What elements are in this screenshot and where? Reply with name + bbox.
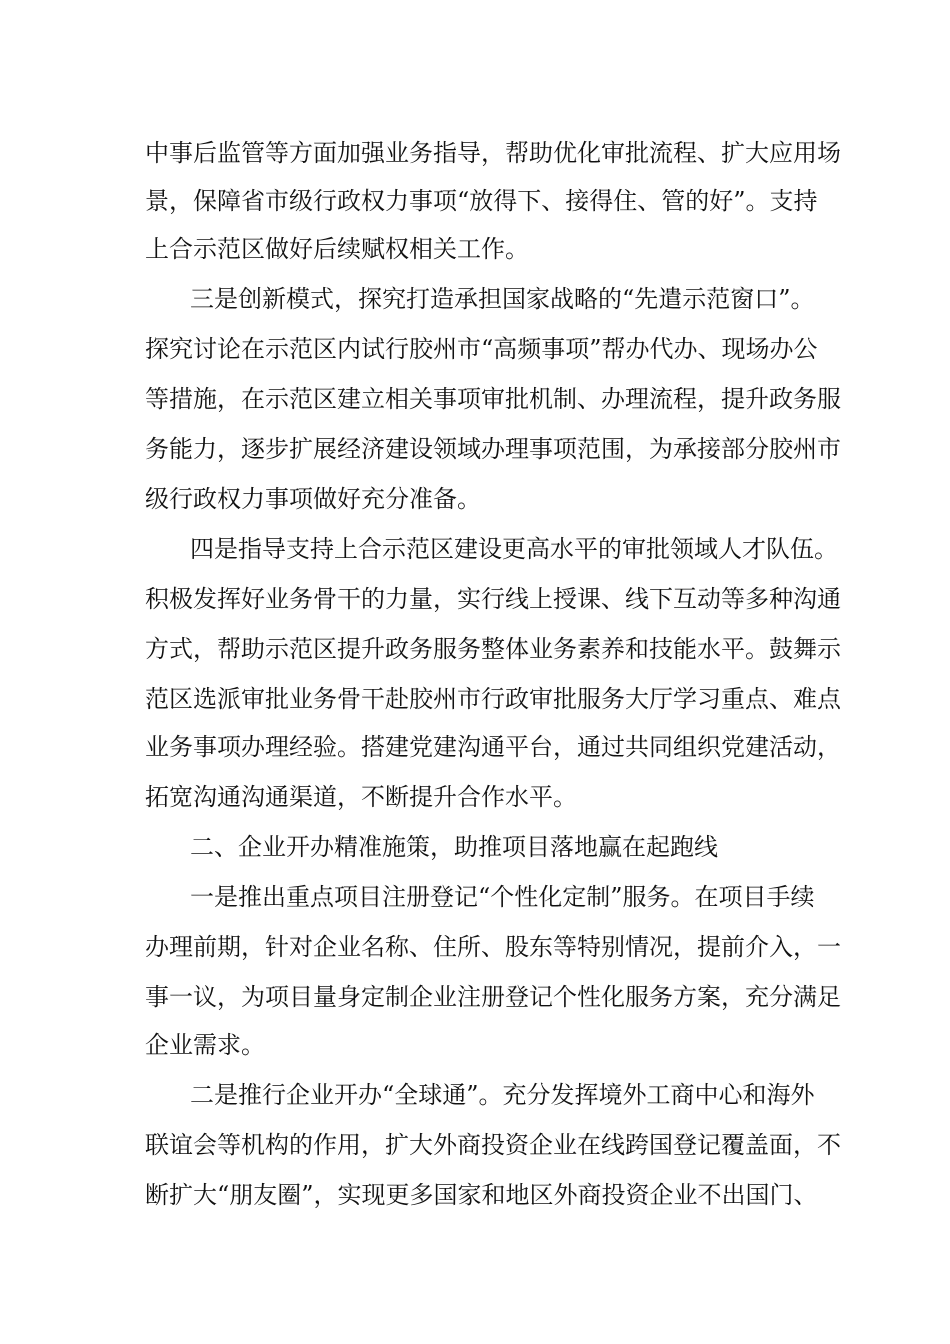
paragraph-start-line: 三是创新模式，探究打造承担国家战略的“先遣示范窗口”。 — [190, 285, 815, 313]
text-line: 拓宽沟通沟通渠道，不断提升合作水平。 — [145, 783, 577, 811]
text-line: 断扩大“朋友圈”，实现更多国家和地区外商投资企业不出国门、 — [145, 1181, 818, 1209]
text-line: 方式，帮助示范区提升政务服务整体业务素养和技能水平。鼓舞示 — [145, 635, 841, 663]
text-line: 范区选派审批业务骨干赴胶州市行政审批服务大厅学习重点、难点 — [145, 685, 841, 713]
text-line: 事一议，为项目量身定制企业注册登记个性化服务方案，充分满足 — [145, 983, 841, 1011]
text-line: 等措施，在示范区建立相关事项审批机制、办理流程，提升政务服 — [145, 385, 841, 413]
text-line: 业务事项办理经验。搭建党建沟通平台，通过共同组织党建活动， — [145, 733, 841, 761]
paragraph-start-line: 二是推行企业开办“全球通”。充分发挥境外工商中心和海外 — [190, 1081, 815, 1109]
section-heading: 二、企业开办精准施策，助推项目落地赢在起跑线 — [190, 833, 718, 861]
text-line: 办理前期，针对企业名称、住所、股东等特别情况，提前介入，一 — [145, 933, 841, 961]
text-line: 探究讨论在示范区内试行胶州市“高频事项”帮办代办、现场办公 — [145, 335, 818, 363]
text-line: 中事后监管等方面加强业务指导，帮助优化审批流程、扩大应用场 — [145, 139, 841, 167]
text-line: 景，保障省市级行政权力事项“放得下、接得住、管的好”。支持 — [145, 187, 818, 215]
text-line: 积极发挥好业务骨干的力量，实行线上授课、线下互动等多种沟通 — [145, 585, 841, 613]
paragraph-start-line: 一是推出重点项目注册登记“个性化定制”服务。在项目手续 — [190, 883, 815, 911]
text-line: 上合示范区做好后续赋权相关工作。 — [145, 235, 529, 263]
text-line: 企业需求。 — [145, 1031, 265, 1059]
text-line: 级行政权力事项做好充分准备。 — [145, 485, 481, 513]
paragraph-start-line: 四是指导支持上合示范区建设更高水平的审批领域人才队伍。 — [190, 535, 838, 563]
text-line: 联谊会等机构的作用，扩大外商投资企业在线跨国登记覆盖面，不 — [145, 1131, 841, 1159]
text-line: 务能力，逐步扩展经济建设领域办理事项范围，为承接部分胶州市 — [145, 435, 841, 463]
